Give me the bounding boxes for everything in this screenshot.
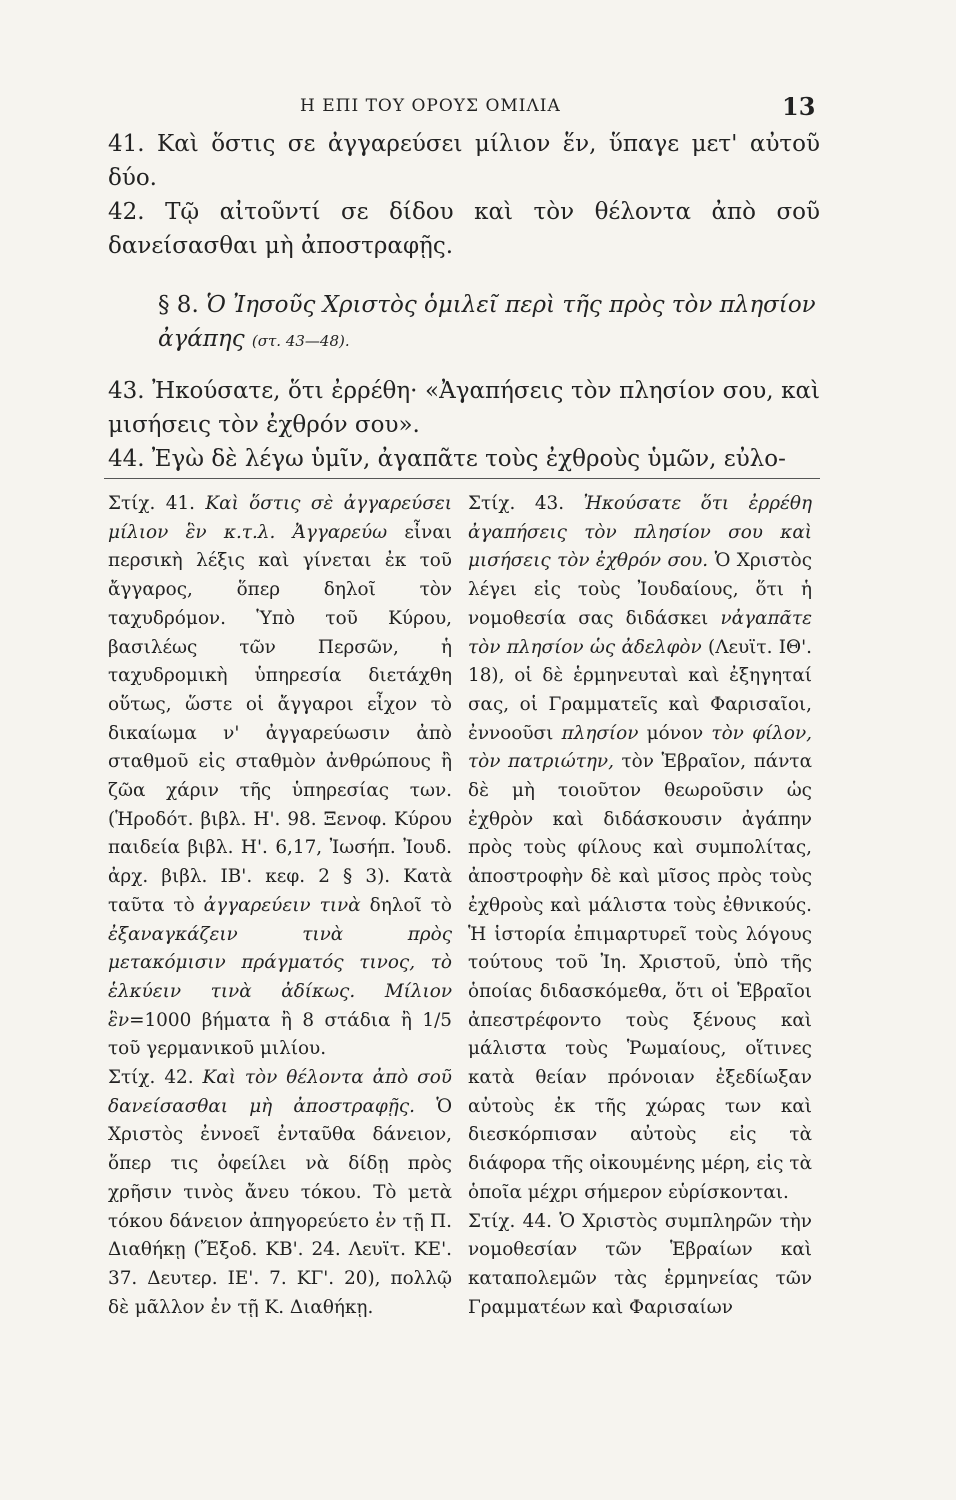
section-number: § 8. [158, 292, 199, 318]
verse-41: 41. Καὶ ὅστις σε ἀγγαρεύσει μίλιον ἕν, ὕπαγε μετ' αὐτοῦ δύο. [108, 131, 820, 191]
note-43-body: Ὁ Χριστὸς λέγει εἰς τοὺς Ἰουδαίους, ὅτι ἡ νομοθεσία σας διδάσκει [468, 550, 812, 629]
verse-42: 42. Τῷ αἰτοῦντί σε δίδου καὶ τὸν θέλοντα ἀπὸ σοῦ δανείσασθαι μὴ ἀποστραφῇς. [108, 199, 820, 259]
verse-44: 44. Ἐγὼ δὲ λέγω ὑμῖν, ἀγαπᾶτε τοὺς ἐχθροὺς ὑμῶν, εὐλο- [108, 446, 786, 472]
note-43-body-2: (Λευϊτ. ΙΘ'. 18), οἱ δὲ ἑρμηνευταὶ καὶ ἐξηγηταί σας, οἱ Γραμματεῖς καὶ Φαρισαῖοι, ἐννοοῦσι [468, 636, 812, 744]
note-41-term-2: ἀγγαρεύειν τινὰ [203, 894, 361, 916]
verse-43: 43. Ἠκούσατε, ὅτι ἐρρέθη· «Ἀγαπήσεις τὸν πλησίον σου, καὶ μισήσεις τὸν ἐχθρόν σου». [108, 378, 820, 438]
notes-column-right [468, 490, 812, 1322]
note-42-label: Στίχ. 42. [108, 1067, 194, 1089]
note-43-body-3: μόνον [646, 722, 704, 744]
page-number: 13 [782, 92, 816, 121]
note-44-label: Στίχ. 44. [468, 1210, 552, 1232]
note-43 [468, 490, 812, 1208]
note-41-body: εἶναι περσικὴ λέξις καὶ γίνεται ἐκ τοῦ ἄγγαρος, ὅπερ δηλοῖ τὸν ταχυδρόμον. Ὑπὸ τοῦ Κύρου, βασιλέως τῶν Περσῶν, ἡ ταχυδρομικὴ ὑπηρεσία διετάχθη οὕτως, ὥστε οἱ ἄγγαροι εἶχον τὸ δικαίωμα ν' ἀγγαρεύωσιν ἀπὸ σταθμοῦ εἰς σταθμὸν ἀνθρώπους ἢ ζῶα χάριν τῆς ὑπηρεσίας των. (Ἡροδότ. βιβλ. Η'. 98. Ξενοφ. Κύρου παιδεία βιβλ. Η'. 6,17, Ἰωσήπ. Ἰουδ. ἀρχ. βιβλ. ΙΒ'. κεφ. 2 § 3). Κατὰ ταῦτα τὸ [108, 521, 452, 916]
footnote-divider [104, 478, 820, 479]
note-42-lemma: Καὶ τὸν θέλοντα ἀπὸ σοῦ δανείσασθαι μὴ ἀποστραφῇς. [108, 1067, 452, 1117]
running-title: Η ΕΠΙ ΤΟΥ ΟΡΟΥΣ ΟΜΙΛΙΑ [300, 96, 561, 116]
section-reference: (στ. 43—48). [251, 332, 350, 350]
note-41 [108, 490, 452, 1064]
section-title: Ὁ Ἰησοῦς Χριστὸς ὁμιλεῖ περὶ τῆς πρὸς τὸν πλησίον ἀγάπης [158, 292, 816, 352]
note-42 [108, 1064, 452, 1322]
note-41-label: Στίχ. 41. [108, 493, 196, 514]
note-41-term-3: ἐξαναγκάζειν τινὰ πρὸς μετακόμισιν πράγματός τινος, τὸ ἑλκύειν τινὰ ἀδίκως. Μίλιον ἓν [108, 923, 452, 1031]
note-41-lemma: Καὶ ὅστις σὲ ἀγγαρεύσει μίλιον ἓν κ.τ.λ. [108, 493, 452, 543]
note-43-label: Στίχ. 43. [468, 493, 565, 514]
note-44-body: Ὁ Χριστὸς συμπληρῶν τὴν νομοθεσίαν τῶν Ἑβραίων καὶ καταπολεμῶν τὰς ἑρμηνείας τῶν Γραμματέων καὶ Φαρισαίων [468, 1210, 812, 1318]
note-44 [468, 1208, 812, 1323]
main-text [108, 127, 820, 476]
notes-column-left [108, 490, 452, 1322]
page-header [0, 92, 956, 121]
note-43-lemma: Ἠκούσατε ὅτι ἐρρέθη ἀγαπήσεις τὸν πλησίον σου καὶ μισήσεις τὸν ἐχθρόν σου. [468, 493, 812, 572]
note-43-term-2: πλησίον [561, 722, 639, 744]
section-heading [108, 288, 820, 358]
note-43-term-3: τὸν φίλον, τὸν πατριώτην, [468, 722, 812, 773]
note-43-term: νἀγαπᾶτε τὸν πλησίον ὡς ἀδελφὸν [468, 607, 812, 658]
note-41-body-2: δηλοῖ τὸ [369, 894, 452, 916]
note-43-body-4: τὸν Ἑβραῖον, πάντα δὲ μὴ τοιοῦτον θεωροῦσιν ὡς ἐχθρὸν καὶ διδάσκουσιν ἀγάπην πρὸς τοὺς φίλους καὶ συμπολίτας, ἀποστροφὴν δὲ καὶ μῖσος πρὸς τοὺς ἐχθροὺς καὶ μάλιστα τοὺς ἐθνικούς. Ἡ ἱστορία ἐπιμαρτυρεῖ τοὺς λόγους τούτους τοῦ Ἰη. Χριστοῦ, ὑπὸ τῆς ὁποίας διδασκόμεθα, ὅτι οἱ Ἑβραῖοι ἀπεστρέφοντο τοὺς ξένους καὶ μάλιστα τοὺς Ῥωμαίους, οἵτινες κατὰ θείαν πρόνοιαν ἐξεδίωξαν αὐτοὺς ἐκ τῆς χώρας των καὶ διεσκόρπισαν αὐτοὺς εἰς τὰ διάφορα τῆς οἰκουμένης μέρη, εἰς τὰ ὁποῖα μέχρι σήμερον εὑρίσκονται. [468, 751, 812, 1203]
note-42-body: Ὁ Χριστὸς ἐννοεῖ ἐνταῦθα δάνειον, ὅπερ τις ὀφείλει νὰ δίδῃ πρὸς χρῆσιν τινὸς ἄνευ τόκου. Τὸ μετὰ τόκου δάνειον ἀπηγορεύετο ἐν τῇ Π. Διαθήκῃ (Ἔξοδ. ΚΒ'. 24. Λευϊτ. ΚΕ'. 37. Δευτερ. ΙΕ'. 7. ΚΓ'. 20), πολλῷ δὲ μᾶλλον ἐν τῇ Κ. Διαθήκῃ. [108, 1095, 452, 1318]
note-41-body-3: =1000 βήματα ἢ 8 στάδια ἢ 1/5 τοῦ γερμανικοῦ μιλίου. [108, 1009, 452, 1060]
note-41-term: Ἀγγαρεύω [292, 521, 388, 543]
